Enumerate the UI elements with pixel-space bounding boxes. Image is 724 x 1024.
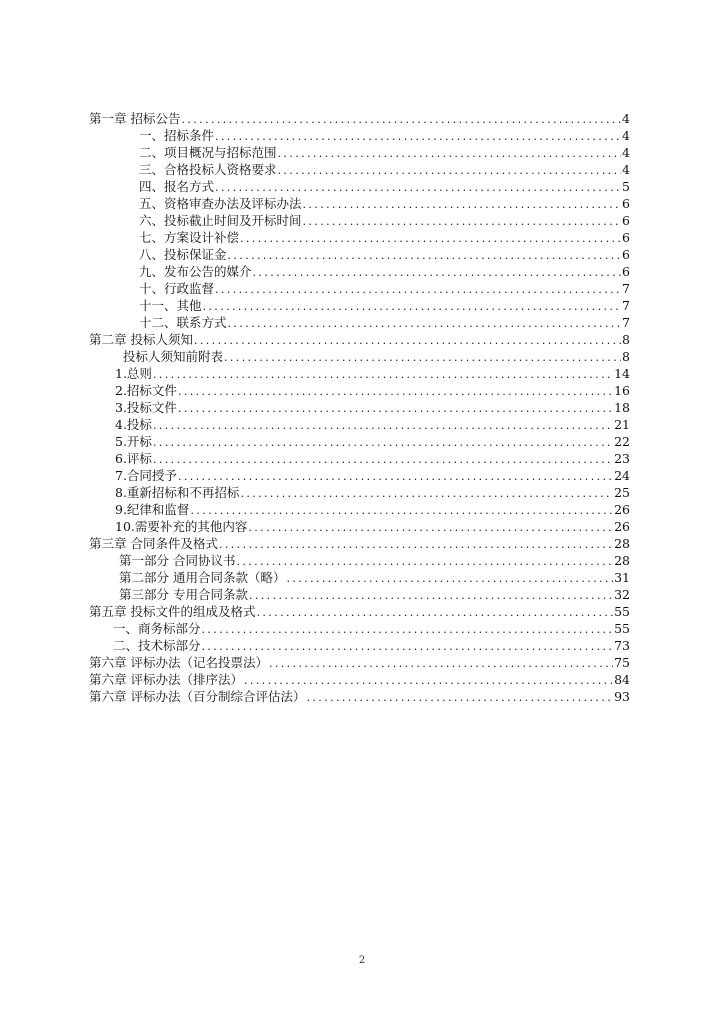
toc-entry-page: 14 [614, 366, 630, 381]
toc-entry-page: 22 [614, 434, 630, 449]
toc-chapter-entry[interactable] [89, 331, 630, 348]
toc-entry-title: 10.需要补充的其他内容 [115, 519, 248, 534]
toc-dot-leader [202, 621, 614, 638]
toc-section-entry[interactable] [89, 280, 630, 297]
toc-dot-leader [219, 536, 613, 553]
toc-entry-title: 八、投标保证金 [139, 247, 227, 262]
toc-section-entry[interactable] [89, 501, 630, 518]
toc-entry-title: 投标人须知前附表 [123, 349, 224, 364]
toc-section-entry[interactable] [89, 246, 630, 263]
toc-entry-title: 七、方案设计补偿 [139, 230, 240, 245]
toc-dot-leader [269, 655, 613, 672]
toc-dot-leader [278, 162, 622, 179]
toc-chapter-entry[interactable] [89, 603, 630, 620]
toc-entry-page: 5 [622, 179, 630, 194]
toc-dot-leader [249, 587, 613, 604]
toc-chapter-entry[interactable] [89, 110, 630, 127]
toc-section-entry[interactable] [89, 467, 630, 484]
toc-dot-leader [244, 672, 613, 689]
toc-entry-page: 7 [622, 281, 630, 296]
toc-section-entry[interactable] [89, 297, 630, 314]
toc-entry-title: 1.总则 [115, 366, 152, 381]
toc-entry-page: 8 [622, 332, 630, 347]
toc-entry-title: 第一部分 合同协议书 [119, 553, 236, 568]
toc-chapter-entry[interactable] [89, 688, 630, 705]
toc-section-entry[interactable] [89, 161, 630, 178]
toc-section-entry[interactable] [89, 586, 630, 603]
toc-entry-title: 一、招标条件 [139, 128, 215, 143]
toc-entry-page: 16 [614, 383, 630, 398]
toc-entry-title: 第二部分 通用合同条款（略） [119, 570, 286, 585]
toc-section-entry[interactable] [89, 450, 630, 467]
toc-entry-title: 3.投标文件 [115, 400, 177, 415]
toc-dot-leader [236, 553, 613, 570]
toc-entry-page: 4 [622, 145, 630, 160]
toc-dot-leader [240, 230, 621, 247]
toc-entry-title: 十一、其他 [139, 298, 202, 313]
toc-chapter-entry[interactable] [89, 671, 630, 688]
toc-dot-leader [303, 213, 622, 230]
toc-section-entry[interactable] [89, 212, 630, 229]
toc-dot-leader [228, 315, 622, 332]
toc-entry-title: 2.招标文件 [115, 383, 177, 398]
toc-entry-title: 二、项目概况与招标范围 [139, 145, 277, 160]
toc-entry-title: 第三部分 专用合同条款 [119, 587, 248, 602]
toc-dot-leader [181, 111, 621, 128]
toc-entry-page: 55 [614, 604, 630, 619]
toc-section-entry[interactable] [89, 518, 630, 535]
toc-section-entry[interactable] [89, 348, 630, 365]
toc-entry-title: 十、行政监督 [139, 281, 215, 296]
toc-entry-title: 五、资格审查办法及评标办法 [139, 196, 302, 211]
toc-entry-title: 第六章 评标办法（记名投票法） [89, 655, 268, 670]
toc-entry-title: 十二、联系方式 [139, 315, 227, 330]
toc-dot-leader [303, 196, 622, 213]
toc-entry-page: 28 [614, 536, 630, 551]
toc-entry-page: 55 [614, 621, 630, 636]
toc-dot-leader [153, 417, 613, 434]
toc-section-entry[interactable] [89, 569, 630, 586]
toc-entry-page: 4 [622, 128, 630, 143]
toc-entry-title: 第五章 投标文件的组成及格式 [89, 604, 256, 619]
toc-dot-leader [278, 145, 622, 162]
toc-entry-page: 7 [622, 315, 630, 330]
toc-entry-page: 18 [614, 400, 630, 415]
toc-entry-title: 4.投标 [115, 417, 152, 432]
toc-entry-page: 84 [614, 672, 630, 687]
toc-section-entry[interactable] [89, 399, 630, 416]
toc-entry-title: 第六章 评标办法（排序法） [89, 672, 243, 687]
toc-entry-page: 32 [614, 587, 630, 602]
toc-entry-title: 三、合格投标人资格要求 [139, 162, 277, 177]
toc-dot-leader [286, 570, 613, 587]
toc-dot-leader [306, 689, 613, 706]
toc-entry-title: 6.评标 [115, 451, 152, 466]
toc-section-entry[interactable] [89, 552, 630, 569]
toc-section-entry[interactable] [89, 416, 630, 433]
toc-entry-title: 第一章 招标公告 [89, 111, 181, 126]
toc-entry-page: 26 [614, 519, 630, 534]
toc-section-entry[interactable] [89, 484, 630, 501]
toc-dot-leader [153, 366, 613, 383]
toc-entry-page: 25 [614, 485, 630, 500]
toc-entry-page: 26 [614, 502, 630, 517]
toc-entry-title: 第三章 合同条件及格式 [89, 536, 218, 551]
toc-section-entry[interactable] [89, 314, 630, 331]
toc-dot-leader [178, 468, 613, 485]
toc-chapter-entry[interactable] [89, 654, 630, 671]
toc-dot-leader [248, 519, 613, 536]
toc-dot-leader [224, 349, 621, 366]
toc-section-entry[interactable] [89, 144, 630, 161]
table-of-contents [89, 110, 630, 705]
toc-dot-leader [153, 451, 613, 468]
toc-entry-page: 6 [622, 264, 630, 279]
toc-entry-page: 6 [622, 196, 630, 211]
toc-dot-leader [215, 179, 621, 196]
toc-entry-page: 24 [614, 468, 630, 483]
toc-dot-leader [215, 128, 621, 145]
toc-dot-leader [256, 604, 613, 621]
toc-entry-page: 23 [614, 451, 630, 466]
toc-entry-title: 六、投标截止时间及开标时间 [139, 213, 302, 228]
toc-entry-title: 九、发布公告的媒介 [139, 264, 252, 279]
toc-section-entry[interactable] [89, 178, 630, 195]
toc-entry-title: 8.重新招标和不再招标 [115, 485, 240, 500]
toc-entry-page: 4 [622, 111, 630, 126]
toc-entry-page: 4 [622, 162, 630, 177]
page-number: 2 [358, 955, 366, 966]
toc-dot-leader [203, 298, 622, 315]
toc-section-entry[interactable] [89, 263, 630, 280]
toc-section-entry[interactable] [89, 382, 630, 399]
toc-entry-title: 二、技术标部分 [113, 638, 201, 653]
toc-dot-leader [178, 400, 613, 417]
toc-dot-leader [240, 485, 613, 502]
toc-entry-page: 6 [622, 213, 630, 228]
toc-dot-leader [202, 638, 614, 655]
toc-entry-page: 93 [614, 689, 630, 704]
toc-section-entry[interactable] [89, 127, 630, 144]
toc-entry-title: 第六章 评标办法（百分制综合评估法） [89, 689, 306, 704]
toc-entry-title: 9.纪律和监督 [115, 502, 190, 517]
toc-entry-title: 7.合同授予 [115, 468, 177, 483]
toc-dot-leader [178, 383, 613, 400]
toc-section-entry[interactable] [89, 195, 630, 212]
toc-entry-page: 7 [622, 298, 630, 313]
toc-entry-page: 73 [614, 638, 630, 653]
toc-entry-page: 75 [614, 655, 630, 670]
toc-entry-page: 6 [622, 247, 630, 262]
toc-entry-page: 8 [622, 349, 630, 364]
toc-section-entry[interactable] [89, 229, 630, 246]
toc-section-entry[interactable] [89, 433, 630, 450]
toc-entry-title: 第二章 投标人须知 [89, 332, 193, 347]
toc-dot-leader [190, 502, 613, 519]
toc-entry-page: 21 [614, 417, 630, 432]
toc-section-entry[interactable] [89, 637, 630, 654]
toc-dot-leader [194, 332, 621, 349]
toc-section-entry[interactable] [89, 365, 630, 382]
toc-chapter-entry[interactable] [89, 535, 630, 552]
toc-entry-title: 一、商务标部分 [113, 621, 201, 636]
toc-dot-leader [153, 434, 613, 451]
toc-dot-leader [228, 247, 622, 264]
toc-section-entry[interactable] [89, 620, 630, 637]
toc-entry-page: 6 [622, 230, 630, 245]
toc-entry-title: 四、报名方式 [139, 179, 215, 194]
toc-entry-page: 31 [614, 570, 630, 585]
toc-entry-title: 5.开标 [115, 434, 152, 449]
toc-dot-leader [215, 281, 621, 298]
toc-dot-leader [253, 264, 622, 281]
toc-entry-page: 28 [614, 553, 630, 568]
